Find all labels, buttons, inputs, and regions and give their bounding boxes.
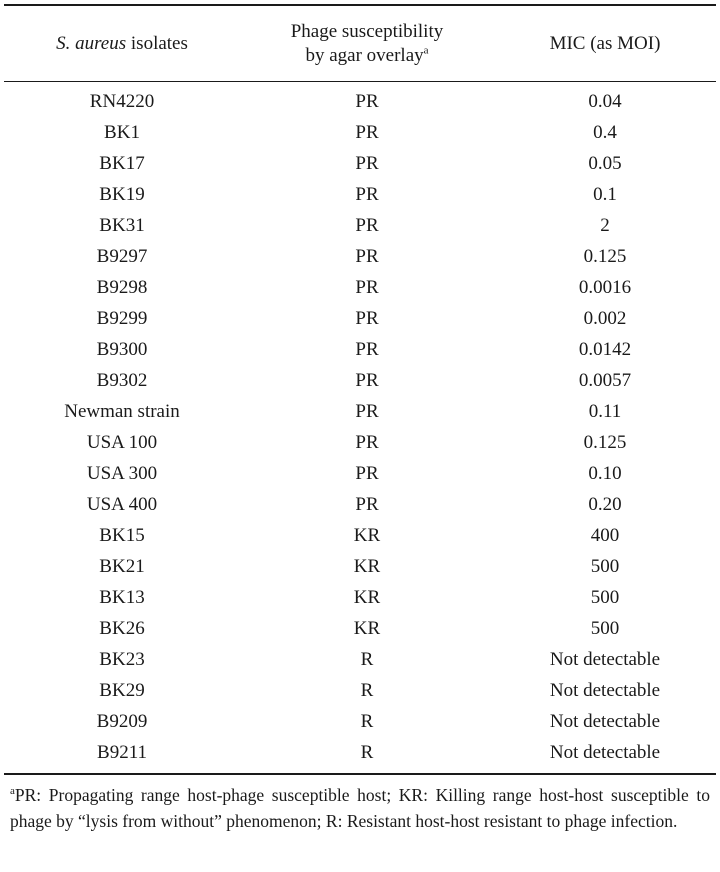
header-isolates-species: S. aureus — [56, 33, 127, 54]
isolate-cell: B9209 — [96, 711, 148, 732]
isolate-cell: BK26 — [99, 618, 145, 639]
isolate-cell: B9211 — [97, 742, 147, 763]
mic-cell: 0.0142 — [578, 339, 632, 360]
mic-cell: Not detectable — [549, 711, 661, 732]
mic-cell: 0.04 — [588, 91, 622, 112]
isolate-cell: Newman strain — [64, 401, 180, 422]
table-row — [4, 427, 716, 458]
susceptibility-cell: PR — [355, 122, 379, 143]
mic-cell: 0.05 — [588, 153, 622, 174]
susceptibility-cell: PR — [355, 432, 379, 453]
susceptibility-cell: PR — [355, 401, 379, 422]
table-row — [4, 241, 716, 272]
table-row — [4, 86, 716, 117]
mic-cell: 0.1 — [593, 184, 617, 205]
table-row — [4, 644, 716, 675]
mic-cell: 0.20 — [588, 494, 622, 515]
table-row — [4, 489, 716, 520]
mic-cell: 0.125 — [583, 432, 627, 453]
table-row — [4, 520, 716, 551]
table-row — [4, 117, 716, 148]
susceptibility-cell: PR — [355, 215, 379, 236]
isolate-cell: BK29 — [99, 680, 145, 701]
susceptibility-cell: R — [360, 742, 374, 763]
table-row — [4, 179, 716, 210]
susceptibility-cell: KR — [353, 556, 381, 577]
isolate-cell: BK31 — [99, 215, 145, 236]
header-phage-line2 — [240, 44, 494, 68]
isolate-cell: BK13 — [99, 587, 145, 608]
header-phage-line1: Phage susceptibility — [290, 21, 444, 42]
header-isolates-label: isolates — [126, 33, 188, 54]
mic-cell: 0.0016 — [578, 277, 632, 298]
table-footnote — [10, 782, 710, 834]
susceptibility-cell: KR — [353, 525, 381, 546]
isolate-cell: B9302 — [96, 370, 148, 391]
table-row — [4, 613, 716, 644]
mic-cell: 500 — [590, 618, 620, 639]
mic-cell: 0.11 — [588, 401, 622, 422]
isolate-cell: BK21 — [99, 556, 145, 577]
mic-cell: Not detectable — [549, 680, 661, 701]
susceptibility-cell: KR — [353, 587, 381, 608]
mic-cell: 0.0057 — [578, 370, 632, 391]
mic-cell: 0.10 — [588, 463, 622, 484]
susceptibility-cell: PR — [355, 153, 379, 174]
footnote-text: PR: Propagating range host-phage susceptible host; KR: Killing range host-host susceptible to phage by “lysis from without” phenomenon; R: Resistant host-host resistant to phage infection. — [10, 785, 710, 831]
susceptibility-cell: PR — [355, 463, 379, 484]
bottom-rule — [4, 773, 716, 775]
isolate-cell: BK23 — [99, 649, 145, 670]
susceptibility-cell: R — [360, 649, 374, 670]
header-isolates — [4, 32, 240, 56]
table-row — [4, 458, 716, 489]
table-body — [4, 86, 716, 768]
susceptibility-cell: PR — [355, 277, 379, 298]
susceptibility-cell: PR — [355, 339, 379, 360]
mic-cell: Not detectable — [549, 649, 661, 670]
isolate-cell: B9297 — [96, 246, 148, 267]
isolate-cell: B9300 — [96, 339, 148, 360]
susceptibility-cell: PR — [355, 308, 379, 329]
isolate-cell: BK19 — [99, 184, 145, 205]
mic-cell: 0.002 — [583, 308, 627, 329]
mic-cell: 0.4 — [593, 122, 617, 143]
table-row — [4, 365, 716, 396]
footnote-mark: a — [10, 785, 15, 798]
mic-cell: 500 — [590, 556, 620, 577]
table-row — [4, 737, 716, 768]
susceptibility-cell: PR — [355, 184, 379, 205]
susceptibility-cell: PR — [355, 246, 379, 267]
table-row — [4, 396, 716, 427]
table-row — [4, 272, 716, 303]
isolate-cell: USA 400 — [86, 494, 158, 515]
table-row — [4, 551, 716, 582]
mic-cell: 0.125 — [583, 246, 627, 267]
isolate-cell: RN4220 — [89, 91, 155, 112]
isolate-cell: BK15 — [99, 525, 145, 546]
mic-cell: 500 — [590, 587, 620, 608]
mic-cell: Not detectable — [549, 742, 661, 763]
isolate-cell: USA 100 — [86, 432, 158, 453]
susceptibility-cell: R — [360, 680, 374, 701]
isolate-cell: BK17 — [99, 153, 145, 174]
isolate-cell: BK1 — [104, 122, 140, 143]
mic-cell: 2 — [600, 215, 610, 236]
isolate-cell: USA 300 — [86, 463, 158, 484]
mic-cell: 400 — [590, 525, 620, 546]
table-row — [4, 303, 716, 334]
isolate-cell: B9298 — [96, 277, 148, 298]
header-phage-footnote-mark: a — [423, 44, 429, 57]
susceptibility-cell: PR — [355, 370, 379, 391]
header-mic: MIC (as MOI) — [549, 33, 661, 54]
table-row — [4, 334, 716, 365]
table-row — [4, 210, 716, 241]
susceptibility-cell: PR — [355, 494, 379, 515]
table-header — [4, 6, 716, 81]
table-row — [4, 706, 716, 737]
susceptibility-cell: R — [360, 711, 374, 732]
susceptibility-cell: KR — [353, 618, 381, 639]
susceptibility-cell: PR — [355, 91, 379, 112]
table-row — [4, 148, 716, 179]
table-row — [4, 582, 716, 613]
header-phage-susceptibility — [240, 20, 494, 68]
header-phage-line2-text: by agar overlay — [305, 45, 424, 66]
isolate-cell: B9299 — [96, 308, 148, 329]
table-row — [4, 675, 716, 706]
header-rule — [4, 81, 716, 82]
